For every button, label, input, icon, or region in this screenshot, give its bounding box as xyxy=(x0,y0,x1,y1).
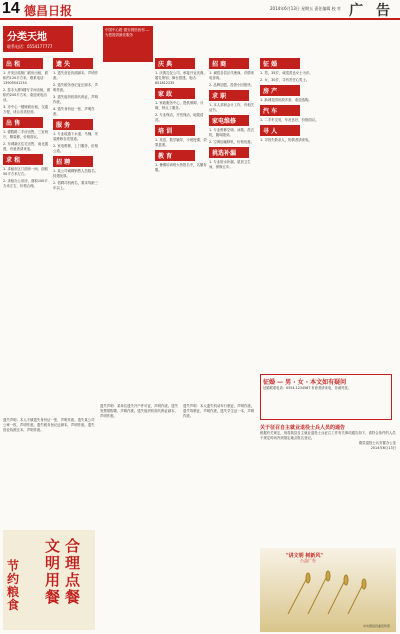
category-label: 寻 人 xyxy=(260,125,300,136)
category-label: 招 商 xyxy=(209,58,249,69)
classified-ad: 1. 开发区临街门面房出租，面积约120平方米，联系电话：13905541234 xyxy=(3,71,48,85)
classified-ad: 1. 寻找失散亲人，知情者请来电。 xyxy=(260,138,312,142)
classified-ad: 1. 暑期培训班火热报名中，名额有限。 xyxy=(155,163,207,172)
classified-ad: 1. 新城花园房源多套，欢迎选购。 xyxy=(260,98,312,102)
classified-ad: 2. 遗失税务登记证正副本，声明作废。 xyxy=(53,83,98,92)
contact-box xyxy=(260,374,392,420)
classified-column-2 xyxy=(53,56,99,396)
classified-column-3 xyxy=(155,56,207,396)
public-service-ad-civility xyxy=(260,548,396,632)
notice-sign: 德县退役士兵安置办公室 xyxy=(358,441,396,445)
notices-left: 遗失声明：本人不慎遗失身份证一张，声明作废。遗失某公司公章一枚，声明作废。遗失税务登记证副本，声明作废。遗失营业执照正本，声明作废。 xyxy=(3,418,95,432)
psa-headline-1: 文明用餐 xyxy=(45,537,61,606)
page-header xyxy=(0,0,400,20)
featured-ad-box: 中国中心路 德安餐馆西邻 — 为您提供最佳服务 xyxy=(103,26,153,62)
classified-ad: 1. 二手车交易，车况良好，价格面议。 xyxy=(260,118,319,122)
classified-ad: 3. 市中心一楼铺面出租，交通方便，适合各类经营。 xyxy=(3,105,48,114)
classified-ad: 2. 空调加氟移机，价格优惠。 xyxy=(209,140,254,144)
banner-phone: 联系电话：0554177777 xyxy=(7,44,53,49)
classified-ad: 1. 某公司诚聘销售人员数名，待遇优厚。 xyxy=(53,169,98,178)
classified-ad: 2. 家电维修，上门服务，价格公道。 xyxy=(53,144,98,153)
classified-ad: 4. 遗失身份证一张，声明作废。 xyxy=(53,107,95,116)
category-label: 教 育 xyxy=(155,150,195,161)
issue-meta: 2014年6月13日 星期五 责任编辑 校 对 xyxy=(270,6,341,11)
category-label: 出 租 xyxy=(3,58,43,69)
classified-ad: 1. 本人求职会计工作，有相关证书。 xyxy=(209,103,254,112)
notice-date: 2014年6月13日 xyxy=(370,446,396,450)
classified-ad: 2. 泰丰大厦3楼写字间出租，面积约200平方米，欢迎来电洽谈。 xyxy=(3,88,51,102)
psa-tag: 节约粮食 xyxy=(7,559,20,612)
category-label: 家 政 xyxy=(155,88,195,99)
classified-ad: 1. 专业防水补漏，屋顶卫生间，保修五年。 xyxy=(209,160,251,169)
psa-headline-2: 合理点餐 xyxy=(65,537,81,606)
classified-column-5 xyxy=(260,56,396,366)
classified-ad: 1. 男，35岁，诚觅善良女士为伴。 xyxy=(260,71,313,75)
psa2-footer: 中共德昌县委宣传部 xyxy=(362,624,390,628)
category-label: 房 产 xyxy=(260,85,300,96)
category-label: 招 聘 xyxy=(53,156,93,167)
classified-ad: 1. 专业疏通下水道、马桶，安装维修各类管道。 xyxy=(53,132,98,141)
category-label: 求 租 xyxy=(3,154,43,165)
category-label: 征 婚 xyxy=(260,58,300,69)
classified-ad: 1. 遗失营业执照副本，声明作废。 xyxy=(53,71,98,80)
psa2-subtitle: 公益广告 xyxy=(300,558,316,563)
section-title: 广 告 xyxy=(349,3,394,19)
banner-title: 分类天地 xyxy=(7,32,47,43)
page-number: 14 xyxy=(2,0,20,17)
classified-ad: 1. 德胜路二手房出售，三室两厅，精装修，价格面议。 xyxy=(3,130,48,139)
classified-ad: 3. 遗失组织机构代码证，声明作废。 xyxy=(53,95,98,104)
veteran-notice xyxy=(260,424,396,451)
psa2-title: "讲文明 树新风" xyxy=(286,553,323,559)
contact-box-title: 征婚 — 男 · 女 · 本文如有疑问 xyxy=(263,379,347,386)
notice-body: 根据有关规定，现将我县自主就业退役士兵征召工作有关事项通告如下，请符合条件的人员于规定时间内到指定地点报名登记。 xyxy=(260,431,396,440)
notices-mid: 遗失声明：某单位遗失开户许可证，声明作废。遗失发票领购簿，声明作废。遗失组织机构代码证副本，声明作废。 xyxy=(100,404,178,418)
classified-column-4 xyxy=(209,56,257,396)
classified-ad: 2. 专业保洁，开荒保洁，地毯清洗。 xyxy=(155,113,204,122)
category-label: 汽 车 xyxy=(260,105,300,116)
classified-ad: 1. 家政服务中心，提供保姆、月嫂、钟点工服务。 xyxy=(155,101,204,110)
notice-title: 关于征召自主就业退役士兵人员的通告 xyxy=(260,425,346,431)
classified-ad: 1. 庆典礼仪公司，承接开业庆典、婚礼策划、舞台搭建。电话：651812235 xyxy=(155,71,207,85)
notices-right: 遗失声明：本人遗失机动车行驶证，声明作废。遗失驾驶证，声明作废。遗失学生证一本，声明作废。 xyxy=(183,404,255,418)
classified-ad: 2. 求租办公用房，面积100平方米左右，价格合理。 xyxy=(3,179,48,188)
category-label: 求 职 xyxy=(209,90,249,101)
wheat-icon xyxy=(268,570,388,614)
category-label: 遗 失 xyxy=(53,58,93,69)
category-label: 庆 典 xyxy=(155,58,195,69)
classified-column-1 xyxy=(3,56,51,396)
contact-box-body: 征婚联系电话：0554-1234567 有意者请来电，非诚勿扰。 xyxy=(263,386,351,390)
classified-ad: 2. 品牌加盟，投资小回报快。 xyxy=(209,83,254,87)
category-label: 家电维修 xyxy=(209,115,249,126)
classified-ad: 2. 招聘司机两名，要求驾龄三年以上。 xyxy=(53,181,98,190)
classified-ad: 2. 女，30岁，寻有责任心男士。 xyxy=(260,78,310,82)
classified-banner xyxy=(3,26,73,52)
classified-ad: 1. 专业维修空调、冰箱、洗衣机，随叫随到。 xyxy=(209,128,254,137)
classified-ad: 1. 诚招各县区代理商，详情来电咨询。 xyxy=(209,71,254,80)
category-label: 培 训 xyxy=(155,125,195,136)
newspaper-logo: 德昌日报 xyxy=(24,4,73,18)
category-label: 挑选补漏 xyxy=(209,147,249,158)
classified-ad: 1. 英语、数学辅导，小班授课，效果显著。 xyxy=(155,138,207,147)
public-service-ad-dining xyxy=(3,530,95,630)
classified-ad: 2. 东城新区住宅出售，南北通透，有意者请来电。 xyxy=(3,142,48,151)
classified-ad: 1. 求租市区门面房一间，面积50平方米左右。 xyxy=(3,167,48,176)
category-label: 出 售 xyxy=(3,117,43,128)
category-label: 服 务 xyxy=(53,119,93,130)
